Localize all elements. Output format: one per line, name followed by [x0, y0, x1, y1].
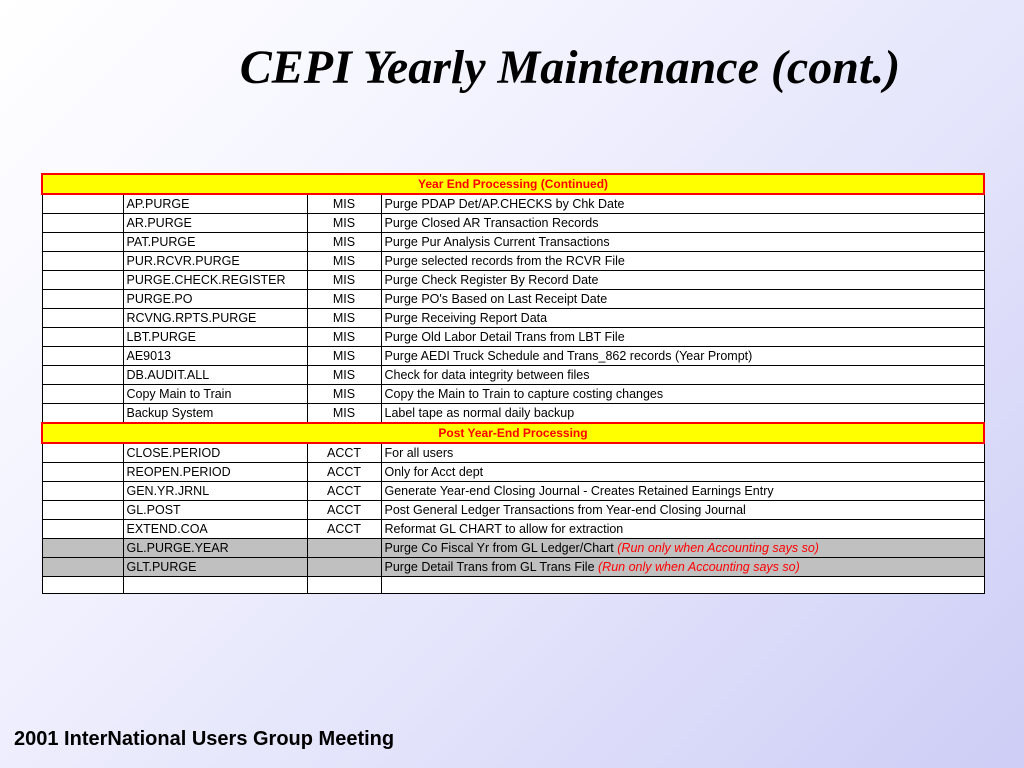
table-row	[42, 404, 984, 424]
section-header: Post Year-End Processing	[42, 423, 984, 443]
description-cell	[381, 482, 984, 501]
blank-cell	[42, 194, 123, 214]
blank-cell	[42, 347, 123, 366]
table-row	[42, 385, 984, 404]
section-header-row	[42, 174, 984, 194]
description-cell	[381, 347, 984, 366]
program-cell: PURGE.CHECK.REGISTER	[123, 271, 307, 290]
group-cell	[307, 539, 381, 558]
program-cell: GEN.YR.JRNL	[123, 482, 307, 501]
description-text: Generate Year-end Closing Journal - Creates Retained Earnings Entry	[384, 484, 774, 498]
program-cell: EXTEND.COA	[123, 520, 307, 539]
slide-title: CEPI Yearly Maintenance (cont.)	[239, 41, 901, 94]
table-row	[42, 463, 984, 482]
group-cell	[307, 558, 381, 577]
group-cell: MIS	[307, 252, 381, 271]
maintenance-table-body	[42, 174, 984, 594]
description-text: For all users	[384, 446, 454, 460]
program-cell: GL.POST	[123, 501, 307, 520]
program-cell: AP.PURGE	[123, 194, 307, 214]
description-cell	[381, 443, 984, 463]
description-cell	[381, 539, 984, 558]
table-row	[42, 347, 984, 366]
group-cell	[307, 577, 381, 594]
description-cell	[381, 290, 984, 309]
program-cell: Copy Main to Train	[123, 385, 307, 404]
program-cell: LBT.PURGE	[123, 328, 307, 347]
footer-text: 2001 InterNational Users Group Meeting	[14, 728, 395, 750]
description-text: Purge PDAP Det/AP.CHECKS by Chk Date	[384, 197, 625, 211]
description-cell	[381, 385, 984, 404]
table-row	[42, 539, 984, 558]
group-cell: ACCT	[307, 443, 381, 463]
table-row	[42, 558, 984, 577]
group-cell: MIS	[307, 290, 381, 309]
description-text: Copy the Main to Train to capture costing changes	[384, 387, 664, 401]
blank-cell	[42, 214, 123, 233]
program-cell: GL.PURGE.YEAR	[123, 539, 307, 558]
blank-cell	[42, 252, 123, 271]
group-cell: MIS	[307, 233, 381, 252]
description-text: Purge PO's Based on Last Receipt Date	[384, 292, 608, 306]
table-row	[42, 366, 984, 385]
blank-cell	[42, 328, 123, 347]
description-cell	[381, 328, 984, 347]
blank-cell	[42, 577, 123, 594]
group-cell: ACCT	[307, 501, 381, 520]
program-cell: REOPEN.PERIOD	[123, 463, 307, 482]
description-text: Purge Closed AR Transaction Records	[384, 216, 599, 230]
table-row	[42, 520, 984, 539]
description-cell	[381, 252, 984, 271]
program-cell: RCVNG.RPTS.PURGE	[123, 309, 307, 328]
table-row	[42, 271, 984, 290]
program-cell: GLT.PURGE	[123, 558, 307, 577]
table-row	[42, 214, 984, 233]
group-cell: MIS	[307, 366, 381, 385]
run-note: (Run only when Accounting says so)	[617, 541, 819, 555]
description-text: Purge Co Fiscal Yr from GL Ledger/Chart	[384, 541, 614, 555]
blank-cell	[42, 520, 123, 539]
group-cell: ACCT	[307, 520, 381, 539]
table-row	[42, 328, 984, 347]
blank-cell	[42, 385, 123, 404]
description-text: Purge AEDI Truck Schedule and Trans_862 records (Year Prompt)	[384, 349, 753, 363]
table-row	[42, 290, 984, 309]
description-text: Purge selected records from the RCVR File	[384, 254, 625, 268]
description-cell	[381, 520, 984, 539]
blank-cell	[42, 309, 123, 328]
blank-cell	[42, 404, 123, 424]
blank-cell	[42, 539, 123, 558]
group-cell: ACCT	[307, 463, 381, 482]
description-text: Reformat GL CHART to allow for extraction	[384, 522, 624, 536]
program-cell: PUR.RCVR.PURGE	[123, 252, 307, 271]
group-cell: MIS	[307, 271, 381, 290]
description-cell	[381, 309, 984, 328]
group-cell: MIS	[307, 385, 381, 404]
blank-cell	[42, 366, 123, 385]
table-row	[42, 309, 984, 328]
description-cell	[381, 366, 984, 385]
group-cell: MIS	[307, 328, 381, 347]
table-row	[42, 443, 984, 463]
table-row	[42, 233, 984, 252]
group-cell: MIS	[307, 309, 381, 328]
program-cell: DB.AUDIT.ALL	[123, 366, 307, 385]
group-cell: ACCT	[307, 482, 381, 501]
description-cell	[381, 233, 984, 252]
section-header: Year End Processing (Continued)	[42, 174, 984, 194]
program-cell: PURGE.PO	[123, 290, 307, 309]
maintenance-table-container	[41, 173, 983, 594]
group-cell: MIS	[307, 194, 381, 214]
description-text: Label tape as normal daily backup	[384, 406, 575, 420]
run-note: (Run only when Accounting says so)	[598, 560, 800, 574]
description-text: Purge Detail Trans from GL Trans File	[384, 560, 595, 574]
description-cell	[381, 463, 984, 482]
description-cell	[381, 271, 984, 290]
section-header-row	[42, 423, 984, 443]
table-row	[42, 194, 984, 214]
group-cell: MIS	[307, 214, 381, 233]
table-row	[42, 252, 984, 271]
description-text: Purge Check Register By Record Date	[384, 273, 599, 287]
description-text: Only for Acct dept	[384, 465, 484, 479]
program-cell: AR.PURGE	[123, 214, 307, 233]
description-cell	[381, 577, 984, 594]
description-cell	[381, 214, 984, 233]
blank-cell	[42, 482, 123, 501]
description-text: Purge Receiving Report Data	[384, 311, 548, 325]
description-cell	[381, 501, 984, 520]
blank-cell	[42, 501, 123, 520]
blank-cell	[42, 463, 123, 482]
maintenance-table	[41, 173, 985, 594]
description-text: Check for data integrity between files	[384, 368, 590, 382]
description-cell	[381, 404, 984, 424]
group-cell: MIS	[307, 347, 381, 366]
program-cell: CLOSE.PERIOD	[123, 443, 307, 463]
blank-cell	[42, 233, 123, 252]
program-cell	[123, 577, 307, 594]
blank-cell	[42, 558, 123, 577]
blank-cell	[42, 271, 123, 290]
blank-cell	[42, 290, 123, 309]
table-row	[42, 482, 984, 501]
description-cell	[381, 194, 984, 214]
blank-cell	[42, 443, 123, 463]
description-cell	[381, 558, 984, 577]
program-cell: Backup System	[123, 404, 307, 424]
description-text: Purge Pur Analysis Current Transactions	[384, 235, 610, 249]
table-row	[42, 577, 984, 594]
description-text: Purge Old Labor Detail Trans from LBT File	[384, 330, 625, 344]
program-cell: PAT.PURGE	[123, 233, 307, 252]
group-cell: MIS	[307, 404, 381, 424]
table-row	[42, 501, 984, 520]
program-cell: AE9013	[123, 347, 307, 366]
description-text: Post General Ledger Transactions from Year-end Closing Journal	[384, 503, 746, 517]
